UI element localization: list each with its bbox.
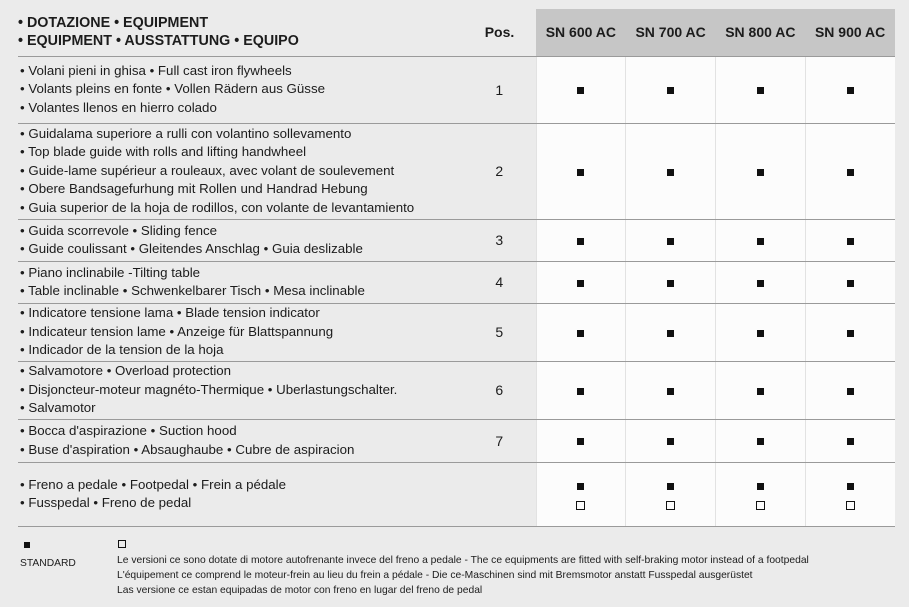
standard-filled-square-icon	[847, 388, 854, 395]
mark-stack	[756, 483, 765, 510]
legend-notes	[117, 538, 907, 598]
equipment-description	[18, 303, 463, 361]
availability-cell	[626, 361, 716, 419]
standard-filled-square-icon	[667, 280, 674, 287]
description-line: • Disjoncteur-moteur magnéto-Thermique • Uberlastungschalter.	[20, 381, 398, 397]
table-row	[18, 303, 895, 361]
availability-cell	[805, 361, 895, 419]
availability-cell	[716, 56, 806, 123]
description-line: • Indicador de la tension de la hoja	[20, 342, 224, 358]
legend-standard	[20, 538, 110, 571]
description-line: • Guide coulissant • Gleitendes Anschlag • Guia deslizable	[20, 241, 363, 256]
table-row	[18, 261, 895, 303]
position-number: 6	[463, 361, 536, 419]
standard-filled-square-icon	[757, 330, 764, 337]
table-row	[18, 56, 895, 123]
equipment-description	[18, 419, 463, 462]
availability-cell	[626, 462, 716, 526]
model-header-sn700: SN 700 AC	[626, 9, 716, 56]
position-number: 7	[463, 419, 536, 462]
standard-filled-square-icon	[847, 438, 854, 445]
standard-filled-square-icon	[847, 169, 854, 176]
model-header-sn800: SN 800 AC	[716, 9, 806, 56]
standard-filled-square-icon	[577, 280, 584, 287]
standard-filled-square-icon	[577, 238, 584, 245]
legend-note: L'équipement ce comprend le moteur-frein au lieu du frein a pédale - Die ce-Maschinen sind mit Bremsmotor anstatt Fusspedal ausgerüstet	[117, 570, 753, 581]
equipment-table	[18, 9, 895, 527]
position-number	[463, 462, 536, 526]
legend-standard-label: STANDARD	[20, 558, 76, 569]
availability-cell	[536, 462, 626, 526]
standard-filled-square-icon	[667, 438, 674, 445]
standard-filled-square-icon	[757, 238, 764, 245]
standard-filled-square-icon	[757, 280, 764, 287]
standard-filled-square-icon	[847, 238, 854, 245]
availability-cell	[536, 303, 626, 361]
optional-open-square-icon	[576, 501, 585, 510]
table-header-row	[18, 9, 895, 56]
availability-cell	[716, 219, 806, 261]
standard-filled-square-icon	[667, 87, 674, 94]
availability-cell	[805, 56, 895, 123]
availability-cell	[805, 462, 895, 526]
standard-filled-square-icon	[757, 483, 764, 490]
equipment-heading-line2: • EQUIPMENT • AUSSTATTUNG • EQUIPO	[18, 33, 299, 50]
availability-cell	[536, 419, 626, 462]
position-number: 5	[463, 303, 536, 361]
position-number: 1	[463, 56, 536, 123]
standard-filled-square-icon	[667, 388, 674, 395]
availability-cell	[716, 123, 806, 219]
description-line: • Piano inclinabile -Tilting table	[20, 264, 201, 280]
legend-note: Las versione ce estan equipadas de motor con freno en lugar del freno de pedal	[117, 585, 483, 596]
table-row	[18, 419, 895, 462]
standard-filled-square-icon	[757, 438, 764, 445]
standard-filled-square-icon	[847, 87, 854, 94]
equipment-heading-line1: • DOTAZIONE • EQUIPMENT	[18, 15, 209, 32]
availability-cell	[626, 219, 716, 261]
equipment-heading	[18, 9, 463, 56]
equipment-description	[18, 123, 463, 219]
mark-stack	[666, 483, 675, 510]
equipment-description	[18, 261, 463, 303]
equipment-description	[18, 219, 463, 261]
availability-cell	[716, 419, 806, 462]
availability-cell	[536, 123, 626, 219]
availability-cell	[805, 303, 895, 361]
model-header-sn900: SN 900 AC	[805, 9, 895, 56]
description-line: • Obere Bandsagefurhung mit Rollen und Handrad Hebung	[20, 181, 368, 197]
availability-cell	[805, 419, 895, 462]
standard-filled-square-icon	[577, 438, 584, 445]
description-line: • Salvamotor	[20, 400, 96, 416]
standard-filled-square-icon	[667, 483, 674, 490]
standard-filled-square-icon	[577, 330, 584, 337]
standard-filled-square-icon	[847, 280, 854, 287]
description-line: • Volantes llenos en hierro colado	[20, 99, 217, 115]
standard-filled-square-icon	[24, 542, 30, 548]
standard-filled-square-icon	[577, 388, 584, 395]
equipment-description	[18, 462, 463, 526]
standard-filled-square-icon	[577, 483, 584, 490]
pos-column-header: Pos.	[463, 9, 536, 56]
description-line: • Volani pieni in ghisa • Full cast iron flywheels	[20, 62, 292, 78]
mark-stack	[846, 483, 855, 510]
mark-stack	[576, 483, 585, 510]
availability-cell	[716, 361, 806, 419]
standard-filled-square-icon	[667, 238, 674, 245]
description-line: • Guide-lame supérieur a rouleaux, avec volant de soulevement	[20, 162, 395, 178]
availability-cell	[805, 219, 895, 261]
availability-cell	[626, 261, 716, 303]
availability-cell	[626, 123, 716, 219]
availability-cell	[536, 261, 626, 303]
availability-cell	[805, 261, 895, 303]
optional-open-square-icon	[846, 501, 855, 510]
description-line: • Indicateur tension lame • Anzeige für Blattspannung	[20, 323, 334, 339]
position-number: 4	[463, 261, 536, 303]
standard-filled-square-icon	[847, 330, 854, 337]
description-line: • Guida scorrevole • Sliding fence	[20, 222, 218, 238]
availability-cell	[536, 56, 626, 123]
optional-open-square-icon	[118, 540, 126, 548]
optional-open-square-icon	[666, 501, 675, 510]
optional-open-square-icon	[756, 501, 765, 510]
position-number: 3	[463, 219, 536, 261]
availability-cell	[626, 56, 716, 123]
legend-note: Le versioni ce sono dotate di motore autofrenante invece del freno a pedale - The ce equipments are fitted with self-braking motor instead of a footpedal	[117, 555, 809, 566]
standard-filled-square-icon	[757, 388, 764, 395]
equipment-description	[18, 361, 463, 419]
standard-filled-square-icon	[757, 87, 764, 94]
description-line: • Fusspedal • Freno de pedal	[20, 495, 192, 510]
standard-filled-square-icon	[757, 169, 764, 176]
table-row	[18, 219, 895, 261]
availability-cell	[805, 123, 895, 219]
availability-cell	[716, 261, 806, 303]
equipment-description	[18, 56, 463, 123]
description-line: • Guia superior de la hoja de rodillos, con volante de levantamiento	[20, 199, 415, 215]
description-line: • Freno a pedale • Footpedal • Frein a pédale	[20, 476, 287, 492]
availability-cell	[626, 419, 716, 462]
standard-filled-square-icon	[847, 483, 854, 490]
model-header-sn600: SN 600 AC	[536, 9, 626, 56]
availability-cell	[716, 462, 806, 526]
description-line: • Table inclinable • Schwenkelbarer Tisch • Mesa inclinable	[20, 283, 365, 298]
description-line: • Volants pleins en fonte • Vollen Rädern aus Güsse	[20, 81, 325, 97]
description-line: • Indicatore tensione lama • Blade tension indicator	[20, 305, 320, 321]
position-number: 2	[463, 123, 536, 219]
table-row	[18, 462, 895, 526]
standard-filled-square-icon	[667, 330, 674, 337]
standard-filled-square-icon	[577, 169, 584, 176]
description-line: • Salvamotore • Overload protection	[20, 363, 232, 379]
availability-cell	[536, 219, 626, 261]
description-line: • Bocca d'aspirazione • Suction hood	[20, 423, 237, 438]
equipment-rows	[18, 56, 895, 526]
standard-filled-square-icon	[577, 87, 584, 94]
table-row	[18, 123, 895, 219]
availability-cell	[716, 303, 806, 361]
description-line: • Top blade guide with rolls and lifting handwheel	[20, 144, 307, 160]
availability-cell	[626, 303, 716, 361]
table-row	[18, 361, 895, 419]
description-line: • Buse d'aspiration • Absaughaube • Cubre de aspiracion	[20, 441, 355, 457]
standard-filled-square-icon	[667, 169, 674, 176]
availability-cell	[536, 361, 626, 419]
description-line: • Guidalama superiore a rulli con volantino sollevamento	[20, 125, 352, 141]
